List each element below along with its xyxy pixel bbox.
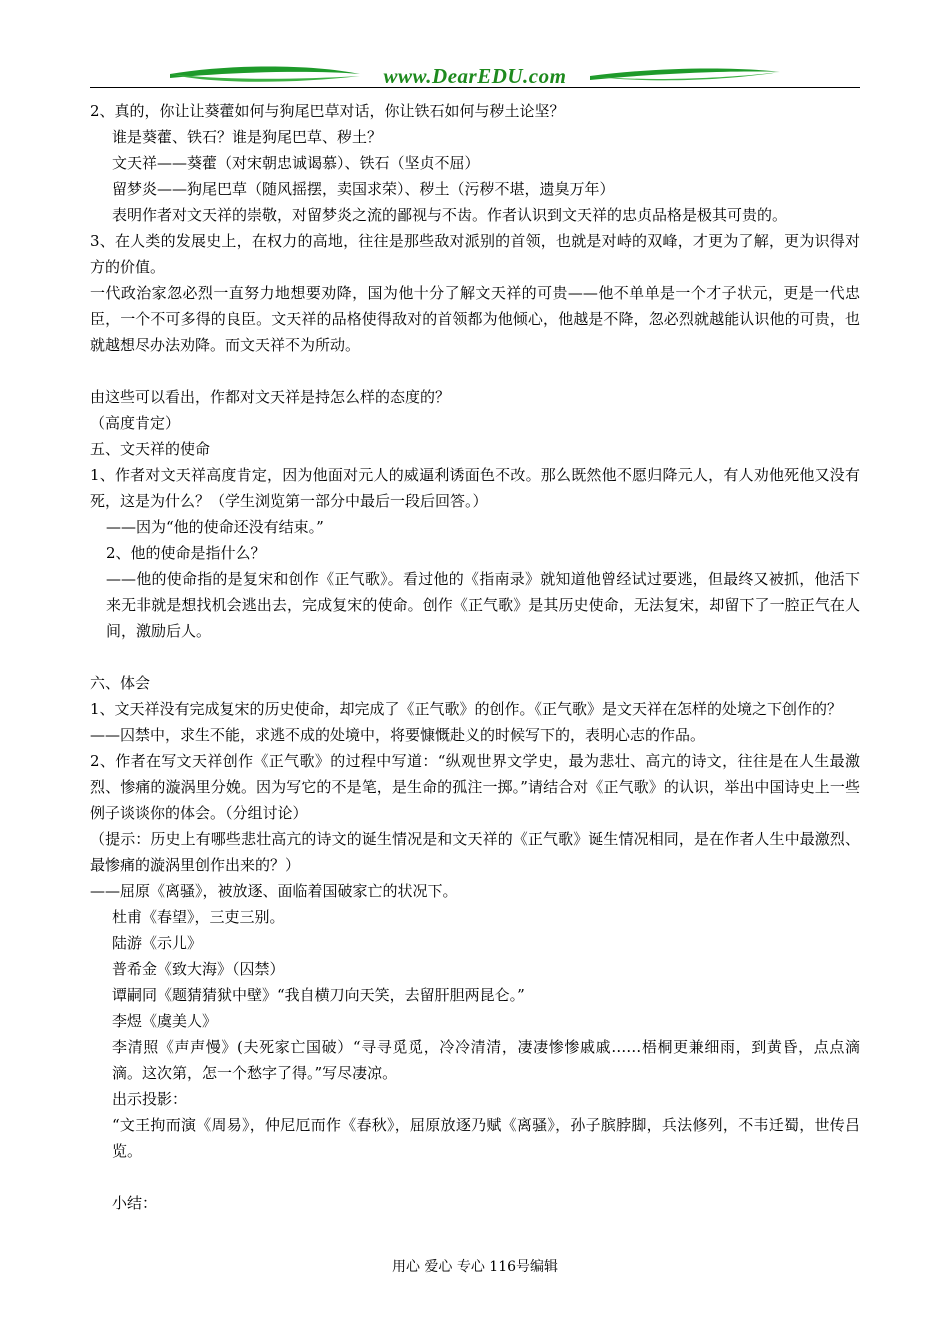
paragraph: 1、作者对文天祥高度肯定，因为他面对元人的威逼利诱面色不改。那么既然他不愿归降元人，有人劝他死他又没有死，这是为什么？（学生浏览第一部分中最后一段后回答。） [90, 466, 860, 510]
paragraph: 文天祥——葵藿（对宋朝忠诚谒慕）、铁石（坚贞不屈） [112, 154, 480, 172]
paragraph: 3、在人类的发展史上，在权力的高地，往往是那些敌对派别的首领，也就是对峙的双峰，才更为了解，更为识得对方的价值。 [90, 232, 860, 276]
paragraph: 1、文天祥没有完成复宋的历史使命，却完成了《正气歌》的创作。《正气歌》是文天祥在怎样的处境之下创作的？ [90, 700, 843, 718]
paragraph: 谁是葵藿、铁石？谁是狗尾巴草、秽土？ [112, 128, 383, 146]
paragraph: 留梦炎——狗尾巴草（随风摇摆，卖国求荣）、秽土（污秽不堪，遗臭万年） [112, 180, 615, 198]
paragraph: 小结： [112, 1194, 158, 1212]
paragraph: 普希金《致大海》（囚禁） [112, 960, 285, 978]
paragraph: ——囚禁中，求生不能，求逃不成的处境中，将要慷慨赴义的时候写下的，表明心志的作品。 [90, 726, 706, 744]
page-footer: 用心 爱心 专心 116号编辑 [391, 1259, 559, 1275]
site-logo-text: www.DearEDU.com [383, 64, 567, 88]
blank-line [90, 644, 860, 670]
paragraph: 五、文天祥的使命 [90, 440, 211, 458]
paragraph: 杜甫《春望》，三吏三别。 [112, 908, 285, 926]
paragraph: 谭嗣同《题猜猜狱中壁》“我自横刀向天笑，去留肝胆两昆仑。” [112, 986, 525, 1004]
paragraph: ——屈原《离骚》，被放逐、面临着国破家亡的状况下。 [90, 882, 458, 900]
paragraph: 2、真的，你让让葵藿如何与狗尾巴草对话，你让铁石如何与秽土论坚？ [90, 102, 565, 120]
paragraph: 由这些可以看出，作都对文天祥是持怎么样的态度的？ [90, 388, 451, 406]
paragraph: 表明作者对文天祥的崇敬，对留梦炎之流的鄙视与不齿。作者认识到文天祥的忠贞品格是极其可贵的。 [112, 206, 788, 224]
paragraph: 出示投影： [112, 1090, 188, 1108]
paragraph: 六、体会 [90, 674, 151, 692]
paragraph: 一代政治家忽必烈一直努力地想要劝降，国为他十分了解文天祥的可贵——他不单单是一个才子状元，更是一代忠臣，一个不可多得的良臣。文天祥的品格使得敌对的首领都为他倾心，他越是不降，忽必烈就越能认识他的可贵，也就越想尽办法劝降。而文天祥不为所动。 [90, 284, 860, 354]
paragraph: “文王拘而演《周易》，仲尼厄而作《春秋》，屈原放逐乃赋《离骚》，孙子膑脖脚，兵法修列，不韦迁蜀，世传吕览。 [112, 1116, 860, 1160]
header-divider [90, 87, 860, 88]
site-header [90, 60, 860, 90]
document-body [90, 98, 860, 1216]
paragraph: 陆游《示儿》 [112, 934, 203, 952]
paragraph: （高度肯定） [90, 414, 181, 432]
blank-line [90, 358, 860, 384]
paragraph: 李煜《虞美人》 [112, 1012, 218, 1030]
paragraph: 李清照《声声慢》(夫死家亡国破）“寻寻觅觅，冷冷清清，凄凄惨惨戚戚……梧桐更兼细雨，到黄昏，点点滴滴。这次第，怎一个愁字了得。”写尽凄凉。 [112, 1038, 860, 1082]
paragraph: （提示：历史上有哪些悲壮高亢的诗文的诞生情况是和文天祥的《正气歌》诞生情况相同，是在作者人生中最激烈、最惨痛的漩涡里创作出来的？） [90, 830, 860, 874]
paragraph: ——因为“他的使命还没有结束。” [106, 518, 324, 536]
paragraph: ——他的使命指的是复宋和创作《正气歌》。看过他的《指南录》就知道他曾经试过要逃，但最终又被抓，他活下来无非就是想找机会逃出去，完成复宋的使命。创作《正气歌》是其历史使命，无法复宋，却留下了一腔正气在人间，激励后人。 [106, 570, 860, 640]
paragraph: 2、他的使命是指什么？ [106, 544, 266, 562]
blank-line [90, 1164, 860, 1190]
paragraph: 2、作者在写文天祥创作《正气歌》的过程中写道：“纵观世界文学史，最为悲壮、高亢的诗文，往往是在人生最激烈、惨痛的漩涡里分娩。因为写它的不是笔，是生命的孤注一掷。”请结合对《正气歌》的认识，举出中国诗史上一些例子谈谈你的体会。（分组讨论） [90, 752, 860, 822]
